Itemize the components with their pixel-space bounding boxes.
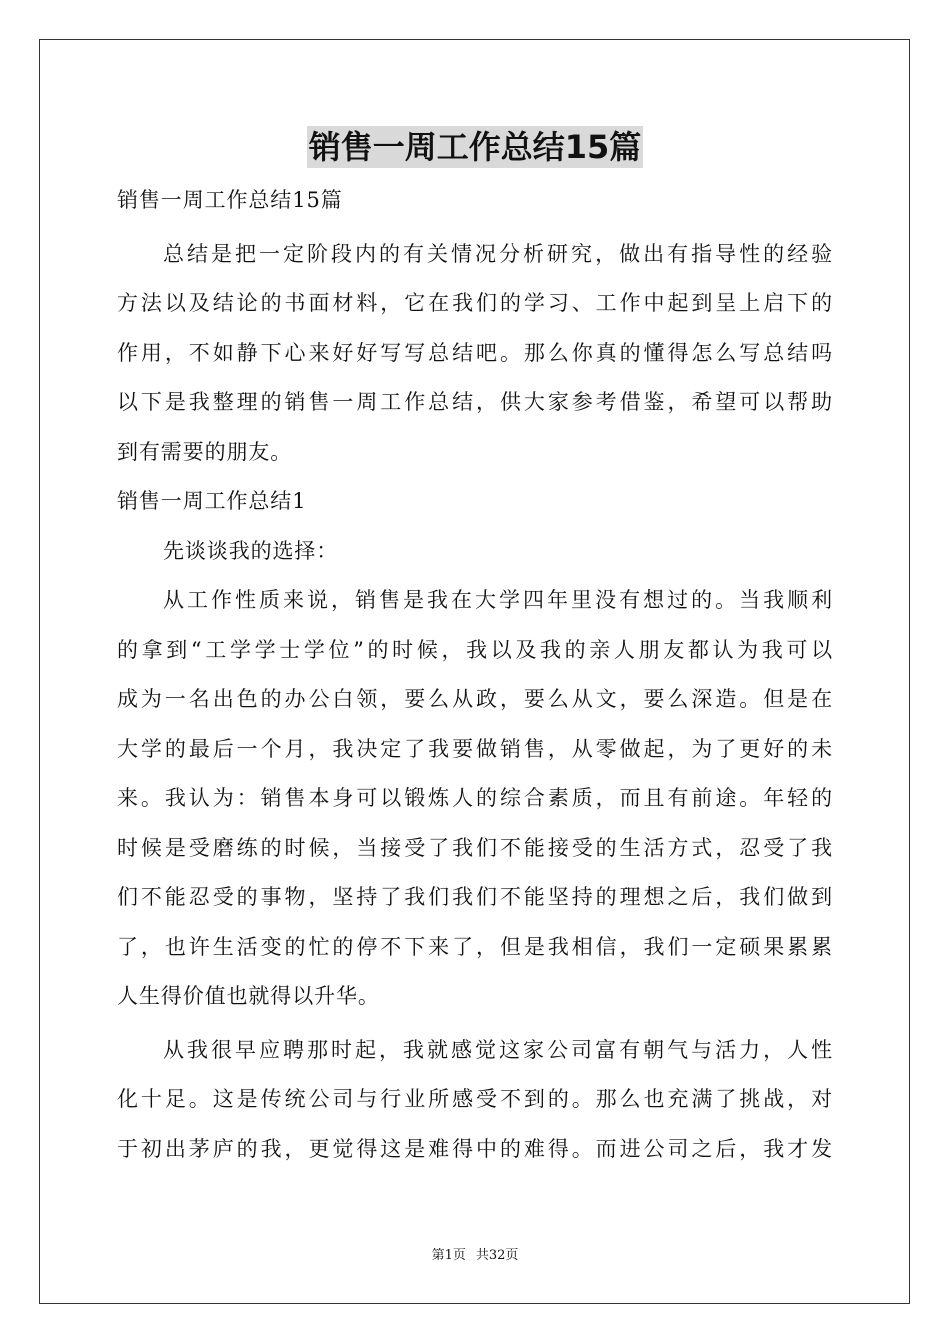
- text-line: 化十足。这是传统公司与行业所感受不到的。那么也充满了挑战，对: [117, 1087, 833, 1111]
- page-footer: [0, 1246, 950, 1266]
- text-line: 到有需要的朋友。: [117, 439, 293, 464]
- text-line: 时候是受磨练的时候，当接受了我们不能接受的生活方式，忍受了我: [117, 835, 833, 860]
- text-line: 来。我认为：销售本身可以锻炼人的综合素质，而且有前途。年轻的: [117, 786, 833, 810]
- text-line: 先谈谈我的选择：: [163, 538, 339, 563]
- text-line: 的拿到“工学学士学位”的时候，我以及我的亲人朋友都认为我可以: [117, 637, 833, 662]
- text-line: 了，也许生活变的忙的停不下来了，但是我相信，我们一定硕果累累: [117, 934, 833, 959]
- text-line: 们不能忍受的事物，坚持了我们我们不能坚持的理想之后，我们做到: [117, 885, 833, 909]
- text-line: 从工作性质来说，销售是我在大学四年里没有想过的。当我顺利: [163, 588, 833, 612]
- document-title: 销售一周工作总结15篇: [308, 128, 642, 166]
- text-line: 总结是把一定阶段内的有关情况分析研究，做出有指导性的经验: [163, 241, 833, 266]
- text-line: 方法以及结论的书面材料，它在我们的学习、工作中起到呈上启下的: [117, 291, 833, 315]
- text-line: 大学的最后一个月，我决定了我要做销售，从零做起，为了更好的未: [117, 736, 833, 761]
- page-total: 共32页: [475, 1248, 519, 1263]
- text-line: 人生得价值也就得以升华。: [117, 984, 380, 1008]
- text-line: 作用，不如静下心来好好写写总结吧。那么你真的懂得怎么写总结吗: [117, 340, 833, 365]
- text-line: 于初出茅庐的我，更觉得这是难得中的难得。而进公司之后，我才发: [117, 1136, 833, 1161]
- text-line: 以下是我整理的销售一周工作总结，供大家参考借鉴，希望可以帮助: [117, 390, 833, 414]
- text-line: 成为一名出色的办公白领，要么从政，要么从文，要么深造。但是在: [117, 687, 833, 711]
- text-line: 从我很早应聘那时起，我就感觉这家公司富有朝气与活力，人性: [163, 1037, 833, 1062]
- page-number: 第1页: [431, 1248, 466, 1263]
- document-body: [117, 176, 833, 1174]
- text-line: 销售一周工作总结15篇: [117, 188, 343, 212]
- text-line: 销售一周工作总结1: [117, 489, 307, 513]
- title-container: [0, 126, 950, 168]
